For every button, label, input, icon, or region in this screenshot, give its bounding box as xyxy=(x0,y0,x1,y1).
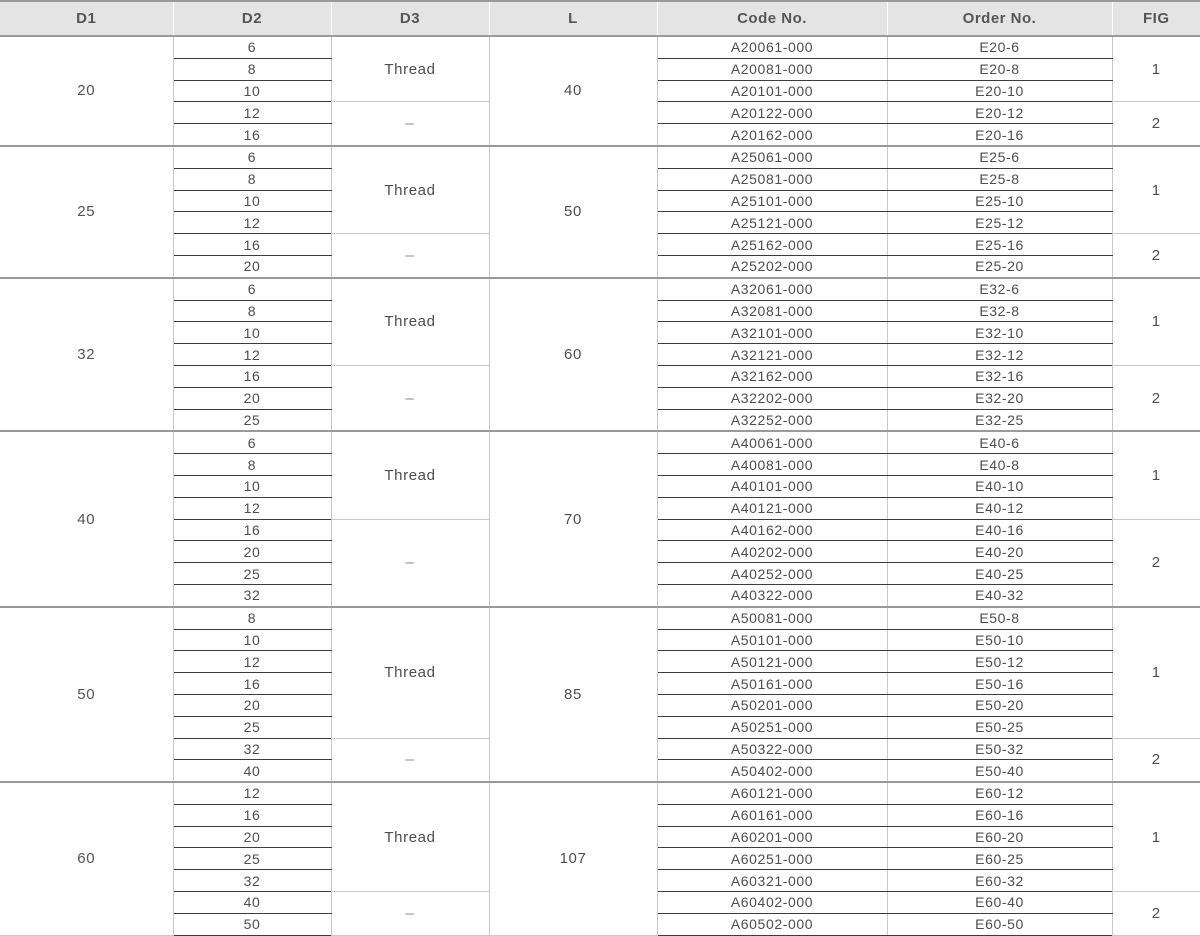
d2-cell: 40 xyxy=(173,892,331,914)
order-no-cell: E20-12 xyxy=(887,102,1112,124)
code-no-cell: A32162-000 xyxy=(657,365,887,387)
order-no-cell: E40-32 xyxy=(887,584,1112,606)
order-no-cell: E60-25 xyxy=(887,848,1112,870)
code-no-cell: A50081-000 xyxy=(657,607,887,629)
d2-cell: 20 xyxy=(173,826,331,848)
d2-cell: 8 xyxy=(173,58,331,80)
code-no-cell: A25121-000 xyxy=(657,212,887,234)
d2-cell: 10 xyxy=(173,322,331,344)
d2-cell: 20 xyxy=(173,541,331,563)
code-no-cell: A40202-000 xyxy=(657,541,887,563)
d2-cell: 6 xyxy=(173,36,331,58)
l-cell: 70 xyxy=(489,431,657,606)
d3-cell: – xyxy=(331,102,489,146)
d3-cell: Thread xyxy=(331,36,489,102)
fig-cell: 1 xyxy=(1112,146,1200,234)
order-no-cell: E20-8 xyxy=(887,58,1112,80)
d2-cell: 20 xyxy=(173,255,331,277)
d2-cell: 8 xyxy=(173,168,331,190)
code-no-cell: A60251-000 xyxy=(657,848,887,870)
code-no-cell: A40101-000 xyxy=(657,475,887,497)
l-cell: 40 xyxy=(489,36,657,146)
fig-cell: 2 xyxy=(1112,102,1200,146)
code-no-cell: A60121-000 xyxy=(657,782,887,804)
d2-cell: 20 xyxy=(173,387,331,409)
d2-cell: 12 xyxy=(173,212,331,234)
table-row xyxy=(0,782,1200,804)
l-cell: 50 xyxy=(489,146,657,278)
code-no-cell: A20101-000 xyxy=(657,80,887,102)
order-no-cell: E25-10 xyxy=(887,190,1112,212)
order-no-cell: E32-8 xyxy=(887,300,1112,322)
d2-cell: 6 xyxy=(173,278,331,300)
d3-cell: – xyxy=(331,892,489,936)
d3-cell: Thread xyxy=(331,431,489,519)
order-no-cell: E25-12 xyxy=(887,212,1112,234)
code-no-cell: A50161-000 xyxy=(657,673,887,695)
code-no-cell: A25202-000 xyxy=(657,255,887,277)
header-d1: D1 xyxy=(0,1,173,36)
d3-cell: – xyxy=(331,365,489,431)
table-body xyxy=(0,36,1200,935)
code-no-cell: A32252-000 xyxy=(657,409,887,431)
order-no-cell: E40-10 xyxy=(887,475,1112,497)
order-no-cell: E40-6 xyxy=(887,431,1112,453)
header-l: L xyxy=(489,1,657,36)
order-no-cell: E25-8 xyxy=(887,168,1112,190)
code-no-cell: A25101-000 xyxy=(657,190,887,212)
order-no-cell: E40-25 xyxy=(887,563,1112,585)
code-no-cell: A50322-000 xyxy=(657,738,887,760)
order-no-cell: E25-6 xyxy=(887,146,1112,168)
order-no-cell: E20-10 xyxy=(887,80,1112,102)
table-row xyxy=(0,36,1200,58)
order-no-cell: E40-8 xyxy=(887,454,1112,476)
code-no-cell: A32061-000 xyxy=(657,278,887,300)
header-row xyxy=(0,1,1200,36)
d3-cell: Thread xyxy=(331,782,489,891)
d2-cell: 6 xyxy=(173,431,331,453)
code-no-cell: A25162-000 xyxy=(657,234,887,256)
order-no-cell: E50-32 xyxy=(887,738,1112,760)
code-no-cell: A40162-000 xyxy=(657,519,887,541)
d1-cell: 20 xyxy=(0,36,173,146)
order-no-cell: E50-16 xyxy=(887,673,1112,695)
order-no-cell: E60-12 xyxy=(887,782,1112,804)
header-order-no: Order No. xyxy=(887,1,1112,36)
d2-cell: 8 xyxy=(173,300,331,322)
fig-cell: 2 xyxy=(1112,738,1200,782)
order-no-cell: E50-8 xyxy=(887,607,1112,629)
code-no-cell: A40121-000 xyxy=(657,497,887,519)
code-no-cell: A40081-000 xyxy=(657,454,887,476)
order-no-cell: E32-6 xyxy=(887,278,1112,300)
d1-cell: 50 xyxy=(0,607,173,782)
order-no-cell: E20-16 xyxy=(887,124,1112,146)
code-no-cell: A60161-000 xyxy=(657,804,887,826)
code-no-cell: A25061-000 xyxy=(657,146,887,168)
d1-cell: 25 xyxy=(0,146,173,278)
code-no-cell: A40322-000 xyxy=(657,584,887,606)
order-no-cell: E32-20 xyxy=(887,387,1112,409)
d2-cell: 12 xyxy=(173,344,331,366)
d2-cell: 16 xyxy=(173,673,331,695)
fig-cell: 1 xyxy=(1112,782,1200,891)
order-no-cell: E60-16 xyxy=(887,804,1112,826)
d2-cell: 25 xyxy=(173,563,331,585)
code-no-cell: A32081-000 xyxy=(657,300,887,322)
fig-cell: 1 xyxy=(1112,36,1200,102)
d2-cell: 25 xyxy=(173,848,331,870)
d2-cell: 12 xyxy=(173,102,331,124)
order-no-cell: E20-6 xyxy=(887,36,1112,58)
d1-cell: 32 xyxy=(0,278,173,432)
code-no-cell: A32121-000 xyxy=(657,344,887,366)
d2-cell: 25 xyxy=(173,716,331,738)
fig-cell: 2 xyxy=(1112,365,1200,431)
header-fig: FIG xyxy=(1112,1,1200,36)
d2-cell: 40 xyxy=(173,760,331,782)
d3-cell: – xyxy=(331,519,489,607)
d2-cell: 16 xyxy=(173,234,331,256)
order-no-cell: E25-16 xyxy=(887,234,1112,256)
order-no-cell: E32-12 xyxy=(887,344,1112,366)
order-no-cell: E32-25 xyxy=(887,409,1112,431)
order-no-cell: E25-20 xyxy=(887,255,1112,277)
d3-cell: Thread xyxy=(331,278,489,366)
fig-cell: 2 xyxy=(1112,892,1200,936)
order-no-cell: E60-32 xyxy=(887,870,1112,892)
code-no-cell: A40252-000 xyxy=(657,563,887,585)
header-d3: D3 xyxy=(331,1,489,36)
d2-cell: 12 xyxy=(173,651,331,673)
fig-cell: 1 xyxy=(1112,431,1200,519)
table-row xyxy=(0,607,1200,629)
code-no-cell: A60502-000 xyxy=(657,913,887,935)
fig-cell: 1 xyxy=(1112,278,1200,366)
d2-cell: 10 xyxy=(173,190,331,212)
l-cell: 85 xyxy=(489,607,657,782)
code-no-cell: A60402-000 xyxy=(657,892,887,914)
order-no-cell: E50-12 xyxy=(887,651,1112,673)
d2-cell: 6 xyxy=(173,146,331,168)
code-no-cell: A20162-000 xyxy=(657,124,887,146)
d2-cell: 10 xyxy=(173,629,331,651)
code-no-cell: A32101-000 xyxy=(657,322,887,344)
order-no-cell: E40-20 xyxy=(887,541,1112,563)
d2-cell: 32 xyxy=(173,870,331,892)
d2-cell: 8 xyxy=(173,454,331,476)
code-no-cell: A40061-000 xyxy=(657,431,887,453)
fig-cell: 2 xyxy=(1112,519,1200,607)
code-no-cell: A50402-000 xyxy=(657,760,887,782)
d2-cell: 16 xyxy=(173,365,331,387)
code-no-cell: A25081-000 xyxy=(657,168,887,190)
code-no-cell: A20081-000 xyxy=(657,58,887,80)
order-no-cell: E32-16 xyxy=(887,365,1112,387)
d2-cell: 12 xyxy=(173,497,331,519)
d1-cell: 40 xyxy=(0,431,173,606)
d2-cell: 8 xyxy=(173,607,331,629)
order-no-cell: E40-16 xyxy=(887,519,1112,541)
d2-cell: 50 xyxy=(173,913,331,935)
d2-cell: 12 xyxy=(173,782,331,804)
code-no-cell: A60201-000 xyxy=(657,826,887,848)
code-no-cell: A20061-000 xyxy=(657,36,887,58)
order-no-cell: E60-40 xyxy=(887,892,1112,914)
code-no-cell: A50121-000 xyxy=(657,651,887,673)
d2-cell: 25 xyxy=(173,409,331,431)
fig-cell: 2 xyxy=(1112,234,1200,278)
d2-cell: 10 xyxy=(173,475,331,497)
d2-cell: 16 xyxy=(173,124,331,146)
order-no-cell: E40-12 xyxy=(887,497,1112,519)
header-code-no: Code No. xyxy=(657,1,887,36)
d3-cell: – xyxy=(331,234,489,278)
table-row xyxy=(0,431,1200,453)
table-row xyxy=(0,278,1200,300)
order-no-cell: E32-10 xyxy=(887,322,1112,344)
code-no-cell: A50101-000 xyxy=(657,629,887,651)
d3-cell: Thread xyxy=(331,146,489,234)
d2-cell: 16 xyxy=(173,519,331,541)
order-no-cell: E60-50 xyxy=(887,913,1112,935)
table-row xyxy=(0,146,1200,168)
d2-cell: 16 xyxy=(173,804,331,826)
order-no-cell: E50-40 xyxy=(887,760,1112,782)
code-no-cell: A60321-000 xyxy=(657,870,887,892)
header-d2: D2 xyxy=(173,1,331,36)
order-no-cell: E50-25 xyxy=(887,716,1112,738)
code-no-cell: A20122-000 xyxy=(657,102,887,124)
code-no-cell: A50201-000 xyxy=(657,694,887,716)
l-cell: 60 xyxy=(489,278,657,432)
order-no-cell: E50-10 xyxy=(887,629,1112,651)
d2-cell: 32 xyxy=(173,584,331,606)
d2-cell: 32 xyxy=(173,738,331,760)
fig-cell: 1 xyxy=(1112,607,1200,738)
d3-cell: Thread xyxy=(331,607,489,738)
order-no-cell: E60-20 xyxy=(887,826,1112,848)
code-no-cell: A50251-000 xyxy=(657,716,887,738)
order-no-cell: E50-20 xyxy=(887,694,1112,716)
table-header xyxy=(0,1,1200,36)
d3-cell: – xyxy=(331,738,489,782)
d2-cell: 10 xyxy=(173,80,331,102)
d2-cell: 20 xyxy=(173,694,331,716)
code-no-cell: A32202-000 xyxy=(657,387,887,409)
l-cell: 107 xyxy=(489,782,657,935)
d1-cell: 60 xyxy=(0,782,173,935)
